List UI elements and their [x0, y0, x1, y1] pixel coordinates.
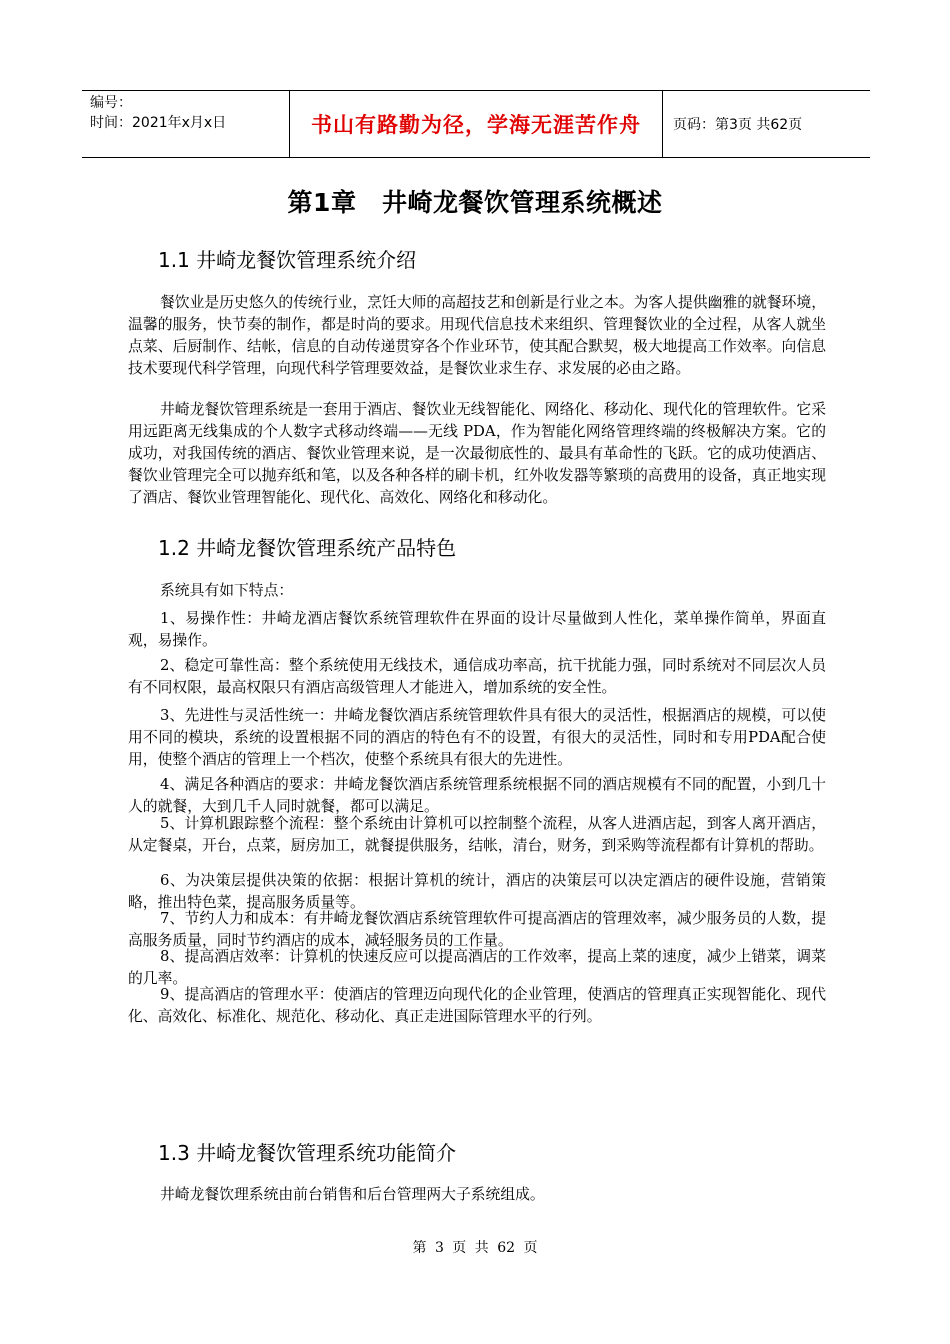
paragraph: 6、为决策层提供决策的依据：根据计算机的统计，酒店的决策层可以决定酒店的硬件设施，营销策略，推出特色菜，提高服务质量等。: [128, 872, 826, 911]
paragraph: 5、计算机跟踪整个流程：整个系统由计算机可以控制整个流程，从客人进酒店起，到客人离开酒店，从定餐桌，开台，点菜，厨房加工，就餐提供服务，结帐，清台，财务，到采购等流程都有计算机的帮助。: [128, 815, 826, 854]
paragraph: 1、易操作性：井崎龙酒店餐饮系统管理软件在界面的设计尽量做到人性化，菜单操作简单，界面直观，易操作。: [128, 610, 826, 649]
paragraph: 8、提高酒店效率：计算机的快速反应可以提高酒店的工作效率，提高上菜的速度，减少上错菜，调菜的几率。: [128, 948, 826, 987]
number-label: 编号：: [90, 95, 132, 111]
document-header: [82, 90, 870, 158]
paragraph: 餐饮业是历史悠久的传统行业，烹饪大师的高超技艺和创新是行业之本。为客人提供幽雅的就餐环境，温馨的服务，快节奏的制作，都是时尚的要求。用现代信息技术来组织、管理餐饮业的全过程，从客人就坐点菜、后厨制作、结帐，信息的自动传递贯穿各个作业环节，使其配合默契，极大地提高工作效率。向信息技术要现代科学管理，向现代科学管理要效益，是餐饮业求生存、求发展的必由之路。: [128, 294, 826, 377]
page-footer: 第 3 页 共 62 页: [412, 1240, 538, 1256]
paragraph: 9、提高酒店的管理水平：使酒店的管理迈向现代化的企业管理，使酒店的管理真正实现智能化、现代化、高效化、标准化、规范化、移动化、真正走进国际管理水平的行列。: [128, 986, 826, 1025]
paragraph: 3、先进性与灵活性统一：井崎龙餐饮酒店系统管理软件具有很大的灵活性，根据酒店的规模，可以使用不同的模块，系统的设置根据不同的酒店的特色有不的设置，有很大的灵活性，同时和专用PDA配合使用，使整个酒店的管理上一个档次，使整个系统具有很大的先进性。: [128, 707, 826, 768]
paragraph: 2、稳定可靠性高：整个系统使用无线技术，通信成功率高，抗干扰能力强，同时系统对不同层次人员有不同权限，最高权限只有酒店高级管理人才能进入，增加系统的安全性。: [128, 657, 826, 696]
paragraph: 7、节约人力和成本：有井崎龙餐饮酒店系统管理软件可提高酒店的管理效率，减少服务员的人数，提高服务质量，同时节约酒店的成本，减轻服务员的工作量。: [128, 910, 826, 949]
section-title: 1.1 井崎龙餐饮管理系统介绍: [158, 248, 417, 272]
section-title: 1.2 井崎龙餐饮管理系统产品特色: [158, 536, 457, 560]
header-meta: [82, 91, 290, 158]
header-motto: 书山有路勤为径，学海无涯苦作舟: [290, 91, 663, 158]
chapter-title: 第1章 井崎龙餐饮管理系统概述: [287, 188, 663, 217]
paragraph: 井崎龙餐饮管理系统是一套用于酒店、餐饮业无线智能化、网络化、移动化、现代化的管理软件。它采用远距离无线集成的个人数字式移动终端——无线 PDA，作为智能化网络管理终端的终极解决方案。它的成功，对我国传统的酒店、餐饮业管理来说，是一次最彻底性的、最具有革命性的飞跃。它的成功使酒店、餐饮业管理完全可以抛弃纸和笔，以及各种各样的刷卡机，红外收发器等繁琐的高费用的设备，真正地实现了酒店、餐饮业管理智能化、现代化、高效化、网络化和移动化。: [128, 401, 826, 506]
paragraph: 井崎龙餐饮理系统由前台销售和后台管理两大子系统组成。: [160, 1186, 545, 1203]
paragraph: 系统具有如下特点：: [160, 582, 294, 599]
header-page-info: 页码：第3页 共62页: [663, 91, 871, 158]
section-title: 1.3 井崎龙餐饮管理系统功能简介: [158, 1141, 457, 1165]
time-label: 时间：2021年x月x日: [90, 115, 227, 131]
paragraph: 4、满足各种酒店的要求：井崎龙餐饮酒店系统管理系统根据不同的酒店规模有不同的配置，小到几十人的就餐，大到几千人同时就餐，都可以满足。: [128, 776, 826, 815]
